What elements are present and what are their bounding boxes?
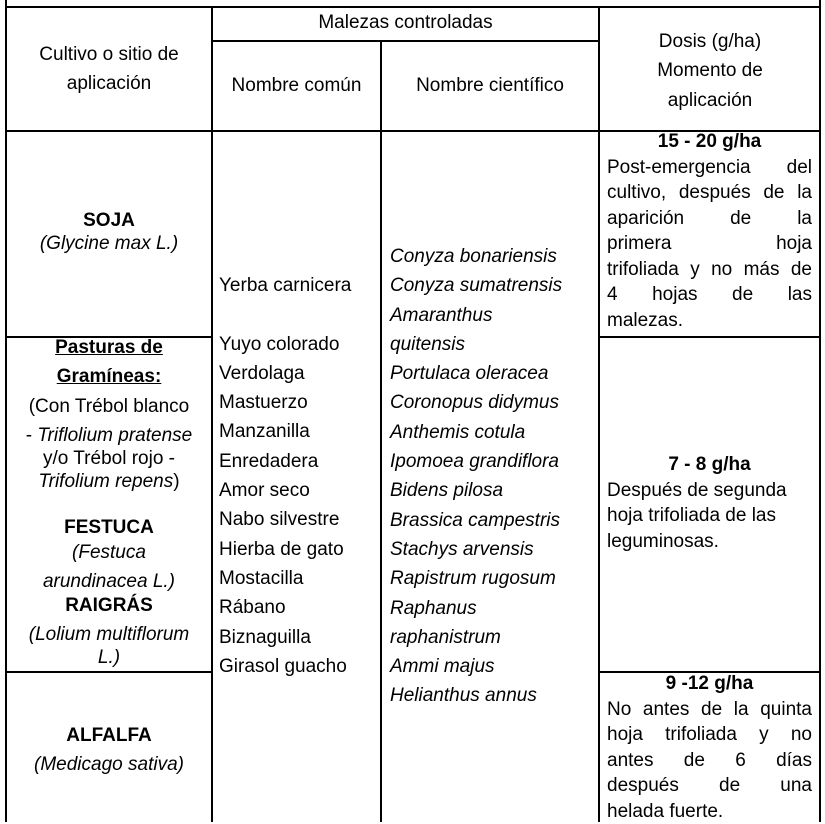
dose-alfalfa xyxy=(607,671,812,824)
list-item: Raphanus xyxy=(390,594,562,623)
list-item: Girasol guacho xyxy=(219,652,351,681)
list-item: Yerba carnicera xyxy=(219,271,351,300)
list-item: quitensis xyxy=(390,330,562,359)
rule-col2 xyxy=(380,40,382,822)
rule-soja-dose-bottom xyxy=(599,336,821,338)
dose-soja-line: Post-emergencia del xyxy=(607,155,812,181)
list-item: Enredadera xyxy=(219,447,351,476)
dose-alfalfa-amount: 9 -12 g/ha xyxy=(607,671,812,697)
rule-col3 xyxy=(598,6,600,822)
list-item: Mastuerzo xyxy=(219,388,351,417)
list-item: Stachys arvensis xyxy=(390,535,562,564)
list-item: Coronopus didymus xyxy=(390,388,562,417)
header-cultivo: Cultivo o sitio de aplicación xyxy=(6,40,212,99)
dose-alfalfa-line: No antes de la quinta xyxy=(607,697,812,723)
list-item: Hierba de gato xyxy=(219,535,351,564)
list-item: Bidens pilosa xyxy=(390,476,562,505)
dose-soja-line: primera hoja xyxy=(607,231,812,257)
dose-pasturas-line: Después de segunda xyxy=(607,478,812,504)
common-names-list xyxy=(219,271,351,681)
crop-raigras-sci: (Lolium multiflorum xyxy=(6,620,212,649)
rule-right xyxy=(819,0,821,822)
list-item: raphanistrum xyxy=(390,623,562,652)
list-item: Yuyo colorado xyxy=(219,330,351,359)
crop-festuca-name: FESTUCA xyxy=(6,513,212,542)
dose-soja-amount: 15 - 20 g/ha xyxy=(607,129,812,155)
dose-pasturas-line: hoja trifoliada de las xyxy=(607,503,812,529)
list-item: Manzanilla xyxy=(219,417,351,446)
crop-alfalfa-sci: (Medicago sativa) xyxy=(6,750,212,779)
dose-soja-line: malezas. xyxy=(607,308,812,334)
rule-header-mid xyxy=(212,40,599,42)
crop-pasturas xyxy=(6,333,212,673)
crop-pasturas-title: Pasturas de xyxy=(6,333,212,362)
list-item: Conyza sumatrensis xyxy=(390,271,562,300)
header-group: Malezas controladas xyxy=(212,8,599,37)
list-item: Rapistrum rugosum xyxy=(390,564,562,593)
dose-soja-line: cultivo, después de la xyxy=(607,180,812,206)
crop-raigras-name: RAIGRÁS xyxy=(6,591,212,620)
list-item: Portulaca oleracea xyxy=(390,359,562,388)
crop-pasturas-line: y/o Trébol rojo - xyxy=(6,444,212,473)
crop-pasturas-line: - Triflolium pratense xyxy=(6,421,212,450)
list-item: Nabo silvestre xyxy=(219,505,351,534)
header-dosis: Dosis (g/ha) Momento de aplicación xyxy=(599,27,821,115)
crop-raigras-sci: L.) xyxy=(6,643,212,672)
scientific-names-list xyxy=(390,242,562,711)
dose-pasturas xyxy=(607,452,812,554)
list-item: Helianthus annus xyxy=(390,681,562,710)
dose-alfalfa-line: hoja trifoliada y no xyxy=(607,722,812,748)
list-item: Conyza bonariensis xyxy=(390,242,562,271)
list-item: Ipomoea grandiflora xyxy=(390,447,562,476)
crop-pasturas-line: Trifolium repens) xyxy=(6,467,212,496)
list-item: Anthemis cotula xyxy=(390,418,562,447)
list-item: Amaranthus xyxy=(390,301,562,330)
crop-alfalfa xyxy=(6,721,212,780)
dose-soja xyxy=(607,129,812,333)
list-item: Ammi majus xyxy=(390,652,562,681)
crop-festuca-sci: arundinacea L.) xyxy=(6,567,212,596)
crop-festuca-sci: (Festuca xyxy=(6,538,212,567)
list-item xyxy=(219,300,351,329)
dose-soja-line: trifoliada y no más de xyxy=(607,257,812,283)
crop-pasturas-title2: Gramíneas: xyxy=(6,362,212,391)
list-item: Amor seco xyxy=(219,476,351,505)
header-nombre-cientifico: Nombre científico xyxy=(381,71,599,100)
crop-soja-sci: (Glycine max L.) xyxy=(6,229,212,258)
dose-alfalfa-line: antes de 6 días xyxy=(607,748,812,774)
dose-alfalfa-line: helada fuerte. xyxy=(607,799,812,824)
crop-alfalfa-name: ALFALFA xyxy=(6,721,212,750)
list-item: Biznaguilla xyxy=(219,623,351,652)
dose-pasturas-line: leguminosas. xyxy=(607,529,812,555)
crop-pasturas-line: (Con Trébol blanco xyxy=(6,392,212,421)
dose-soja-line: aparición de la xyxy=(607,206,812,232)
list-item: Brassica campestris xyxy=(390,506,562,535)
list-item: Mostacilla xyxy=(219,564,351,593)
list-item: Verdolaga xyxy=(219,359,351,388)
dose-soja-line: 4 hojas de las xyxy=(607,282,812,308)
dose-alfalfa-line: después de una xyxy=(607,773,812,799)
header-nombre-comun: Nombre común xyxy=(212,71,381,100)
crop-soja-name: SOJA xyxy=(6,206,212,235)
dose-pasturas-amount: 7 - 8 g/ha xyxy=(607,452,812,478)
crop-soja xyxy=(6,206,212,259)
list-item: Rábano xyxy=(219,593,351,622)
